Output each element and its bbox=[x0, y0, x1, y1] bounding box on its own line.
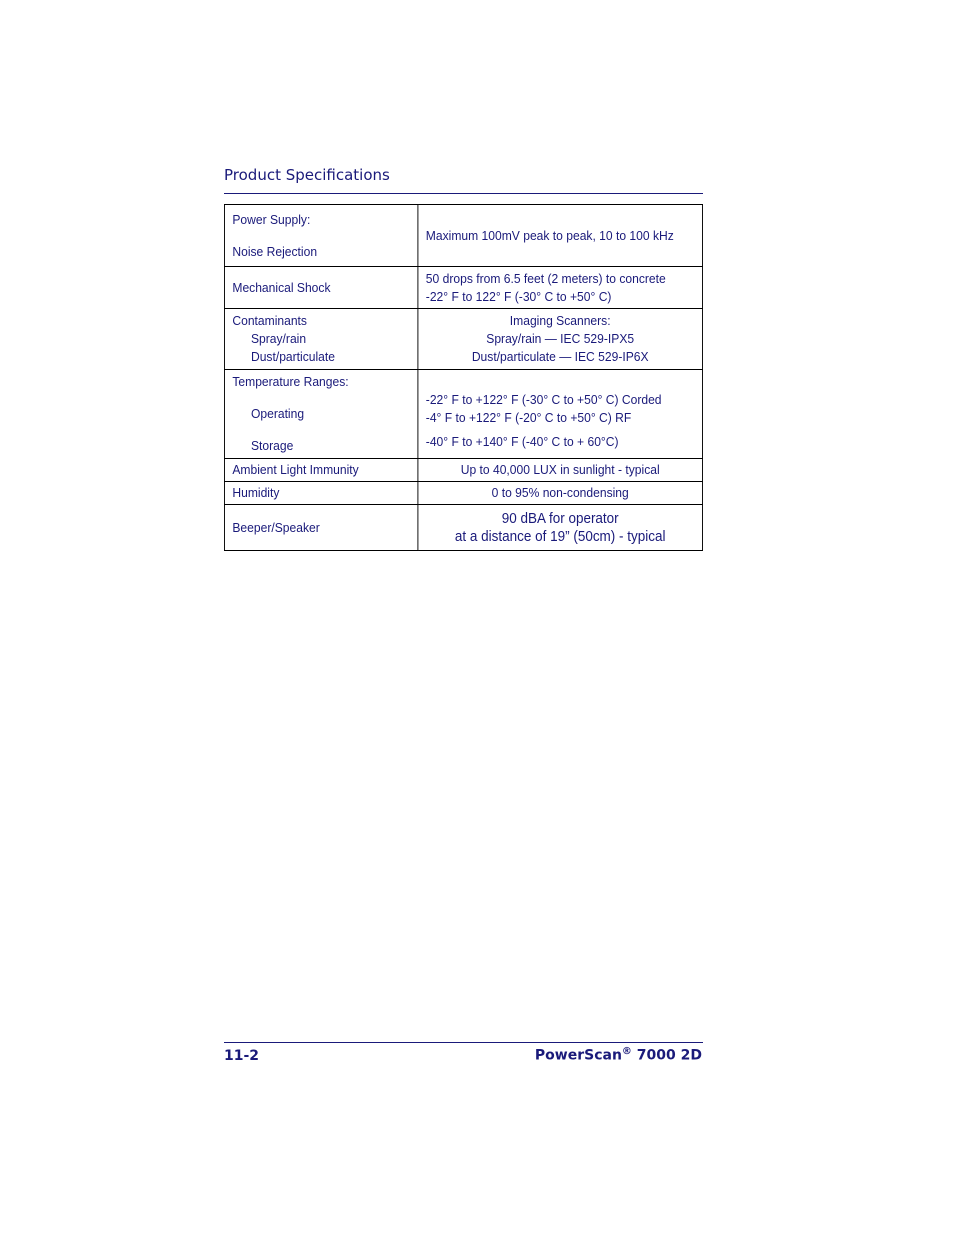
contaminants-value-cell bbox=[418, 309, 703, 370]
humidity-label: Humidity bbox=[224, 482, 417, 505]
table-row-ambient-light bbox=[224, 459, 702, 482]
mechanical-shock-label: Mechanical Shock bbox=[224, 267, 417, 309]
beeper-volume-value: 90 dBA for operator bbox=[501, 510, 619, 527]
dust-particulate-value: Dust/particulate — IEC 529-IP6X bbox=[471, 349, 649, 364]
operating-corded-value: -22° F to +122° F (-30° C to +50° C) Corded bbox=[425, 392, 662, 407]
ambient-light-value: Up to 40,000 LUX in sunlight - typical bbox=[418, 459, 703, 482]
product-title bbox=[535, 1046, 702, 1064]
noise-rejection-label: Noise Rejection bbox=[232, 243, 318, 259]
operating-rf-value: -4° F to +122° F (-20° C to +50° C) RF bbox=[425, 410, 632, 425]
noise-rejection-value: Maximum 100mV peak to peak, 10 to 100 kHz bbox=[418, 205, 703, 267]
temperature-label-cell bbox=[224, 370, 417, 459]
temperature-value-cell bbox=[418, 370, 703, 459]
spray-rain-value: Spray/rain — IEC 529-IPX5 bbox=[486, 331, 635, 346]
table-row-power-supply bbox=[224, 205, 702, 267]
page-number: 11-2 bbox=[224, 1048, 260, 1064]
footer-divider bbox=[224, 1042, 703, 1043]
header-divider bbox=[224, 193, 703, 194]
beeper-distance-value: at a distance of 19” (50cm) - typical bbox=[454, 528, 666, 545]
contaminants-label: Contaminants bbox=[232, 313, 307, 328]
specifications-table bbox=[224, 204, 703, 551]
mechanical-shock-value-cell bbox=[418, 267, 703, 309]
contaminants-label-cell bbox=[224, 309, 417, 370]
table-row-mechanical-shock bbox=[224, 267, 702, 309]
humidity-value: 0 to 95% non-condensing bbox=[418, 482, 703, 505]
product-name: PowerScan bbox=[534, 1047, 622, 1064]
beeper-speaker-value-cell bbox=[418, 505, 703, 551]
table-row-contaminants bbox=[224, 309, 702, 370]
imaging-scanners-label: Imaging Scanners: bbox=[509, 313, 611, 328]
storage-value: -40° F to +140° F (-40° C to + 60°C) bbox=[425, 434, 619, 449]
ambient-light-label: Ambient Light Immunity bbox=[224, 459, 417, 482]
operating-label: Operating bbox=[250, 406, 305, 421]
table-row-temperature bbox=[224, 370, 702, 459]
table-row-beeper bbox=[224, 505, 702, 551]
registered-mark: ® bbox=[621, 1046, 632, 1057]
storage-label: Storage bbox=[250, 438, 294, 453]
beeper-speaker-label: Beeper/Speaker bbox=[224, 505, 417, 551]
power-supply-label: Power Supply: bbox=[232, 211, 311, 227]
mechanical-shock-temp: -22° F to 122° F (-30° C to +50° C) bbox=[425, 288, 612, 304]
table-row-humidity bbox=[224, 482, 702, 505]
mechanical-shock-drops: 50 drops from 6.5 feet (2 meters) to concrete bbox=[425, 270, 666, 286]
dust-particulate-label: Dust/particulate bbox=[250, 349, 335, 364]
spray-rain-label: Spray/rain bbox=[250, 331, 307, 346]
product-model: 7000 2D bbox=[631, 1047, 702, 1064]
page-title: Product Specifications bbox=[224, 166, 390, 184]
temperature-ranges-label: Temperature Ranges: bbox=[232, 374, 349, 389]
power-supply-label-cell bbox=[224, 205, 417, 267]
